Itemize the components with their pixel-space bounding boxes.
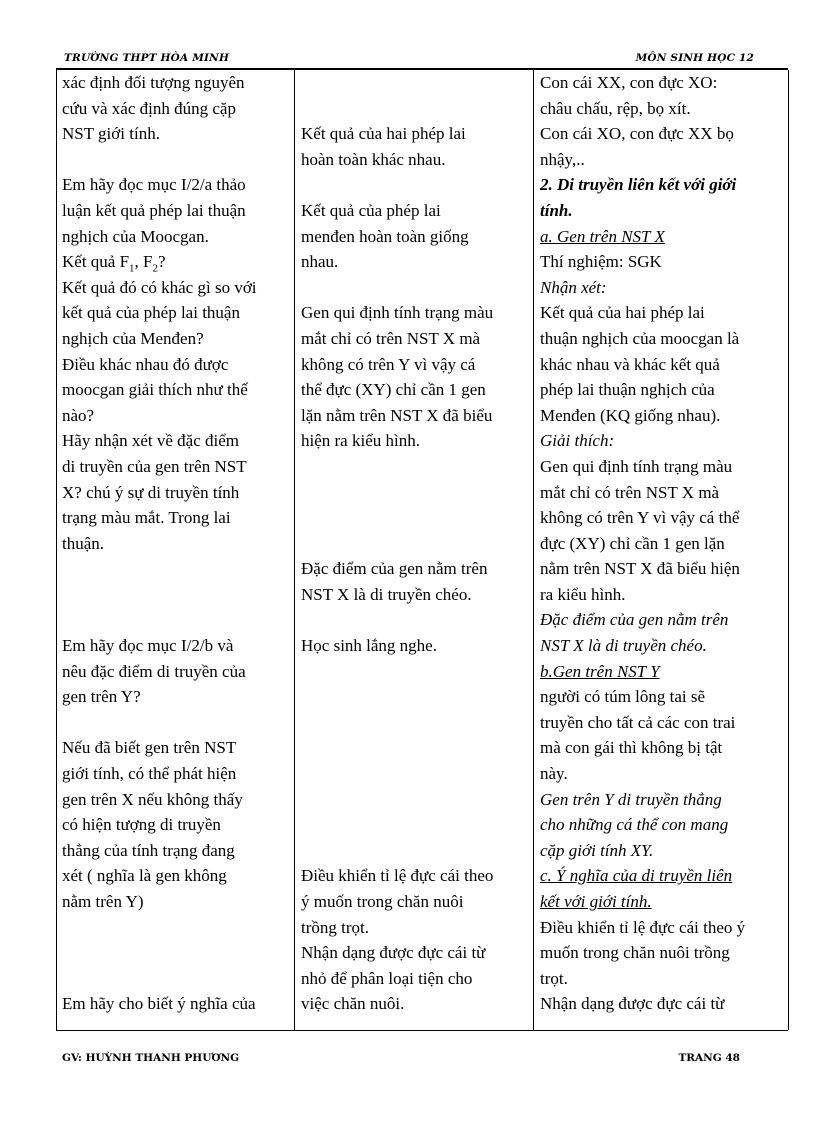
text-line: thuận nghịch của moocgan là — [540, 328, 740, 348]
text-line: Học sinh lắng nghe. — [301, 636, 437, 656]
text-line: thể đực (XY) chỉ cần 1 gen — [301, 380, 486, 400]
text-line: thuận. — [62, 533, 105, 553]
text-line: Gen trên Y di truyền thẳng — [540, 789, 722, 809]
text-line: hoàn toàn khác nhau. — [301, 149, 446, 169]
text-line: mà con gái thì không bị tật — [540, 738, 723, 758]
text-line: Con cái XX, con đực XO: — [540, 73, 718, 92]
text-line: trọt. — [540, 968, 568, 988]
label-giai-thich: Giải thích: — [540, 431, 615, 451]
text-line: có hiện tượng di truyền — [62, 815, 221, 835]
text-line: Em hãy đọc mục I/2/a thảo — [62, 175, 246, 195]
text-line: cứu và xác định đúng cặp — [62, 98, 236, 118]
text-line: nghịch của Moocgan. — [62, 226, 209, 246]
text-line: Em hãy đọc mục I/2/b và — [62, 636, 234, 656]
text-line: nhỏ để phân loại tiện cho — [301, 968, 473, 988]
text-line: Kết quả đó có khác gì so với — [62, 277, 257, 297]
text-line: Thí nghiệm: SGK — [540, 252, 662, 272]
text-line: Gen qui định tính trạng màu — [540, 456, 733, 476]
text-line: mắt chỉ có trên NST X mà — [540, 482, 720, 502]
text-line: luận kết quả phép lai thuận — [62, 200, 246, 220]
text-line: ý muốn trong chăn nuôi — [301, 892, 464, 911]
question-f1-f2: Kết quả $F_1$, $F_2$? — [62, 252, 166, 275]
text-line: gen trên X nếu không thấy — [62, 789, 243, 809]
subheading-b: b.Gen trên NST Y — [540, 661, 660, 681]
text-line: thẳng của tính trạng đang — [62, 840, 235, 860]
text-line: Kết quả của phép lai — [301, 200, 441, 220]
header-school: TRƯỜNG THPT HÒA MINH — [64, 52, 230, 64]
text-line: truyền cho tất cả các con trai — [540, 712, 736, 732]
text-line: trạng màu mắt. Trong lai — [62, 508, 231, 528]
text-line: giới tính, có thể phát hiện — [62, 764, 237, 784]
label-nhan-xet: Nhận xét: — [540, 277, 607, 297]
text-line: nhau. — [301, 252, 339, 272]
section-heading-2: 2. Di truyền liên kết với giới — [540, 175, 737, 195]
text-line: gen trên Y? — [62, 687, 141, 707]
footer-teacher: GV: HUỲNH THANH PHƯƠNG — [62, 1052, 240, 1064]
text-line: Kết quả của hai phép lai — [540, 303, 705, 323]
text-line: Điều khiển tỉ lệ đực cái theo ý — [540, 917, 746, 937]
text-line: phép lai thuận nghịch của — [540, 380, 715, 400]
text-line: Gen qui định tính trạng màu — [301, 303, 494, 323]
text-line: châu chấu, rệp, bọ xít. — [540, 98, 691, 118]
text-line: di truyền của gen trên NST — [62, 456, 247, 476]
text-line: này. — [540, 764, 568, 784]
text-line: nhậy,.. — [540, 149, 585, 169]
text-line: lặn nằm trên NST X đã biểu — [301, 405, 493, 425]
text-line: người có túm lông tai sẽ — [540, 687, 706, 707]
subheading-a: a. Gen trên NST X — [540, 226, 665, 246]
text-line: Nhận dạng được đực cái từ — [301, 943, 486, 963]
text-line: không có trên Y vì vậy cá — [301, 354, 476, 374]
text-line: hiện ra kiểu hình. — [301, 431, 420, 451]
text-line: X? chú ý sự di truyền tính — [62, 482, 240, 502]
text-line: NST X là di truyền chéo. — [540, 636, 707, 656]
section-heading-2-cont: tính. — [540, 200, 573, 220]
text-line: menđen hoàn toàn giống — [301, 226, 469, 246]
text-line: cho những cá thể con mang — [540, 815, 729, 835]
text-line: Điều khác nhau đó được — [62, 354, 229, 374]
text-line: kết quả của phép lai thuận — [62, 303, 240, 323]
header-subject: MÔN SINH HỌC 12 — [635, 52, 754, 64]
text-line: NST X là di truyền chéo. — [301, 584, 472, 604]
text-line: Nhận dạng được đực cái từ — [540, 994, 725, 1014]
text-line: moocgan giải thích như thế — [62, 380, 248, 400]
text-line: nằm trên NST X đã biểu hiện — [540, 559, 740, 579]
text-line: xác định đối tượng nguyên — [62, 73, 245, 92]
text-line: nêu đặc điểm di truyền của — [62, 661, 246, 681]
text-line: ra kiểu hình. — [540, 584, 626, 604]
text-line: nằm trên Y) — [62, 892, 144, 911]
text-line: Hãy nhận xét về đặc điểm — [62, 431, 240, 451]
text-line: trồng trọt. — [301, 917, 369, 937]
text-line: nào? — [62, 405, 95, 425]
text-line: Em hãy cho biết ý nghĩa của — [62, 994, 256, 1014]
text-line: việc chăn nuôi. — [301, 994, 405, 1014]
text-line: Menđen (KQ giống nhau). — [540, 405, 721, 425]
text-line: mắt chỉ có trên NST X mà — [301, 328, 481, 348]
text-line: NST giới tính. — [62, 124, 160, 144]
text-line: đực (XY) chỉ cần 1 gen lặn — [540, 533, 725, 553]
footer-page-number: TRANG 48 — [678, 1052, 740, 1064]
text-line: Đặc điểm của gen nằm trên — [540, 610, 729, 630]
column-lesson-content — [533, 70, 789, 1030]
table-bottom-border — [56, 1030, 788, 1031]
column-student-activity — [294, 70, 537, 1030]
text-line: Nếu đã biết gen trên NST — [62, 738, 237, 758]
text-line: Con cái XO, con đực XX bọ — [540, 124, 734, 144]
column-teacher-activity — [56, 70, 300, 1030]
text-line: xét ( nghĩa là gen không — [62, 866, 227, 886]
text-line: Đặc điểm của gen nằm trên — [301, 559, 488, 579]
text-line: Điều khiển tỉ lệ đực cái theo — [301, 866, 494, 886]
text-line: nghịch của Menđen? — [62, 328, 204, 348]
subheading-c: c. Ý nghĩa của di truyền liên — [540, 866, 733, 886]
text-line: muốn trong chăn nuôi trồng — [540, 943, 730, 963]
text-line: cặp giới tính XY. — [540, 840, 654, 860]
subheading-c-cont: kết với giới tính. — [540, 892, 652, 911]
text-line: Kết quả của hai phép lai — [301, 124, 466, 144]
text-line: khác nhau và khác kết quả — [540, 354, 720, 374]
text-line: không có trên Y vì vậy cá thể — [540, 508, 740, 528]
